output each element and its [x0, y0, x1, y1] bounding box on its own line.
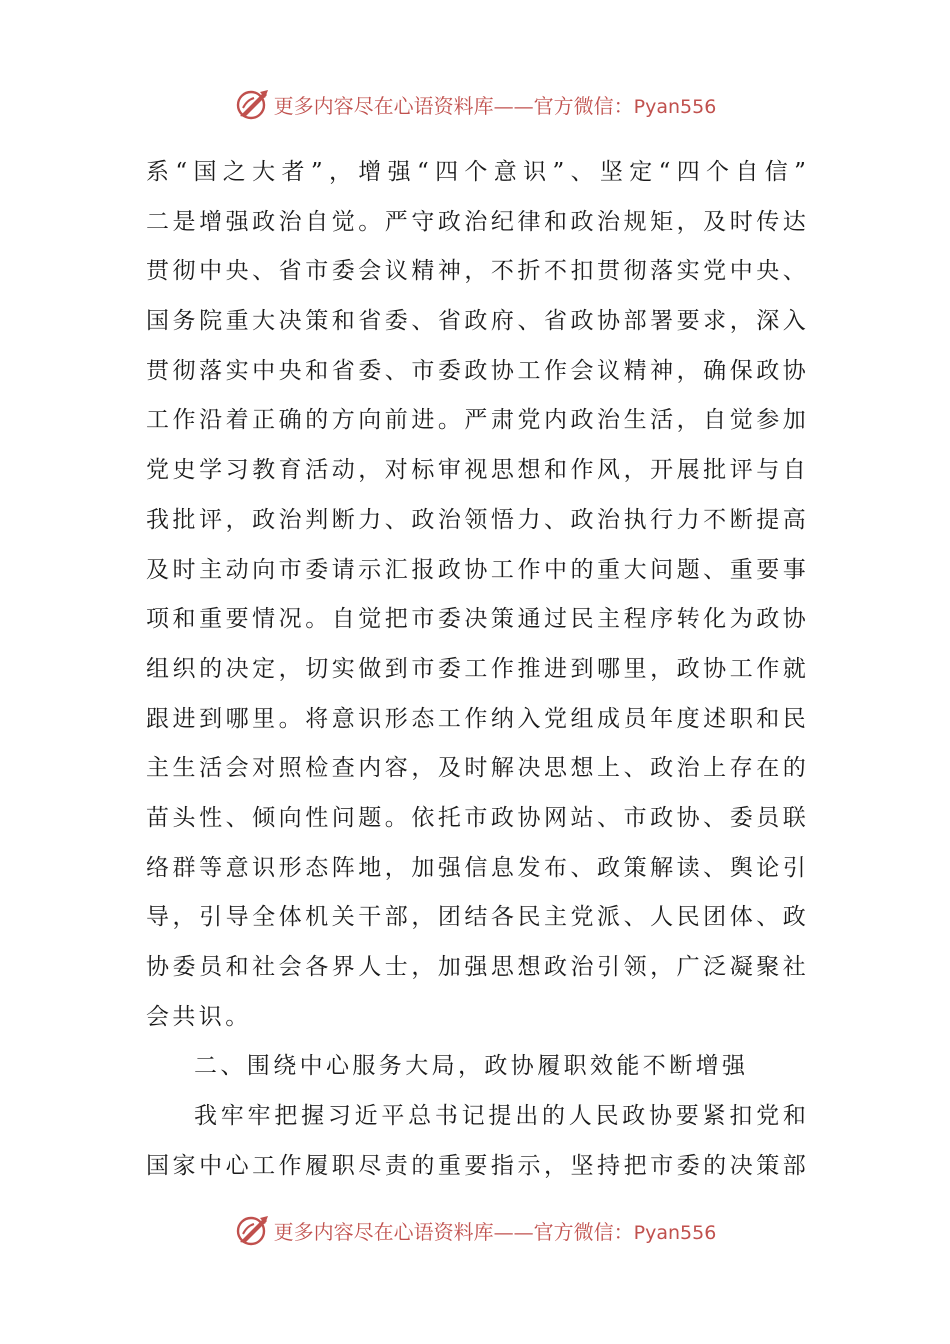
quill-seal-logo-icon	[234, 1212, 270, 1248]
text-line: 苗 头 性 、 倾 向 性 问 题 。 依 托 市 政 协 网 站 、 市 政 协 、 委 员 联	[146, 804, 806, 831]
text-line: 主 生 活 会 对 照 检 查 内 容 ， 及 时 解 决 思 想 上 、 政 治 上 存 在 的	[146, 755, 806, 782]
text-line: 我 批 评 ， 政 治 判 断 力 、 政 治 领 悟 力 、 政 治 执 行 力 不 断 提 高	[146, 506, 806, 533]
text-line: 工 作 沿 着 正 确 的 方 向 前 进 。 严 肃 党 内 政 治 生 活 ， 自 觉 参 加	[146, 407, 806, 434]
text-line: 我 牢 牢 把 握 习 近 平 总 书 记 提 出 的 人 民 政 协 要 紧 扣 党 和	[194, 1103, 806, 1130]
header-banner-text: 更多内容尽在心语资料库——	[273, 93, 534, 118]
text-line: 项 和 重 要 情 况 。 自 觉 把 市 委 决 策 通 过 民 主 程 序 转 化 为 政 协	[146, 606, 806, 633]
text-line: 系 “ 国 之 大 者 ” ， 增 强 “ 四 个 意 识 ” 、 坚 定 “ 四 个 自 信 ”	[146, 159, 806, 185]
footer-watermark-banner	[0, 1210, 950, 1250]
document-body	[146, 148, 806, 1191]
text-line: 党 史 学 习 教 育 活 动 ， 对 标 审 视 思 想 和 作 风 ， 开 展 批 评 与 自	[146, 457, 806, 484]
footer-banner-text: 更多内容尽在心语资料库——	[273, 1219, 534, 1244]
text-line: 组 织 的 决 定 ， 切 实 做 到 市 委 工 作 推 进 到 哪 里 ， 政 协 工 作 就	[146, 655, 806, 682]
text-line: 导 ， 引 导 全 体 机 关 干 部 ， 团 结 各 民 主 党 派 、 人 民 团 体 、 政	[146, 904, 806, 931]
header-wechat-id: Pyan556	[633, 95, 717, 118]
quill-seal-logo-icon	[234, 86, 270, 122]
text-line: 会共识。	[146, 1003, 252, 1030]
footer-wechat-id: Pyan556	[633, 1221, 717, 1244]
footer-banner-wechat: 官方微信：Pyan556	[533, 1219, 717, 1244]
text-line: 及 时 主 动 向 市 委 请 示 汇 报 政 协 工 作 中 的 重 大 问 题 、 重 要 事	[146, 556, 806, 583]
text-line: 协 委 员 和 社 会 各 界 人 士 ， 加 强 思 想 政 治 引 领 ， 广 泛 凝 聚 社	[146, 954, 806, 980]
section-heading: 二、围绕中心服务大局，政协履职效能不断增强	[194, 1053, 749, 1080]
text-line: 跟 进 到 哪 里 。 将 意 识 形 态 工 作 纳 入 党 组 成 员 年 度 述 职 和 民	[146, 705, 806, 732]
text-line: 国 务 院 重 大 决 策 和 省 委 、 省 政 府 、 省 政 协 部 署 要 求 ， 深 入	[146, 308, 806, 335]
text-line: 二 是 增 强 政 治 自 觉 。 严 守 政 治 纪 律 和 政 治 规 矩 ， 及 时 传 达	[146, 208, 806, 235]
text-line: 国 家 中 心 工 作 履 职 尽 责 的 重 要 指 示 ， 坚 持 把 市 委 的 决 策 部	[146, 1152, 806, 1179]
header-watermark-banner	[0, 84, 950, 124]
header-banner-wechat: 官方微信：Pyan556	[533, 93, 717, 118]
text-line: 络 群 等 意 识 形 态 阵 地 ， 加 强 信 息 发 布 、 政 策 解 读 、 舆 论 引	[146, 854, 806, 881]
text-line: 贯 彻 中 央 、 省 市 委 会 议 精 神 ， 不 折 不 扣 贯 彻 落 实 党 中 央 、	[146, 258, 806, 285]
text-line: 贯 彻 落 实 中 央 和 省 委 、 市 委 政 协 工 作 会 议 精 神 ， 确 保 政 协	[146, 357, 806, 384]
